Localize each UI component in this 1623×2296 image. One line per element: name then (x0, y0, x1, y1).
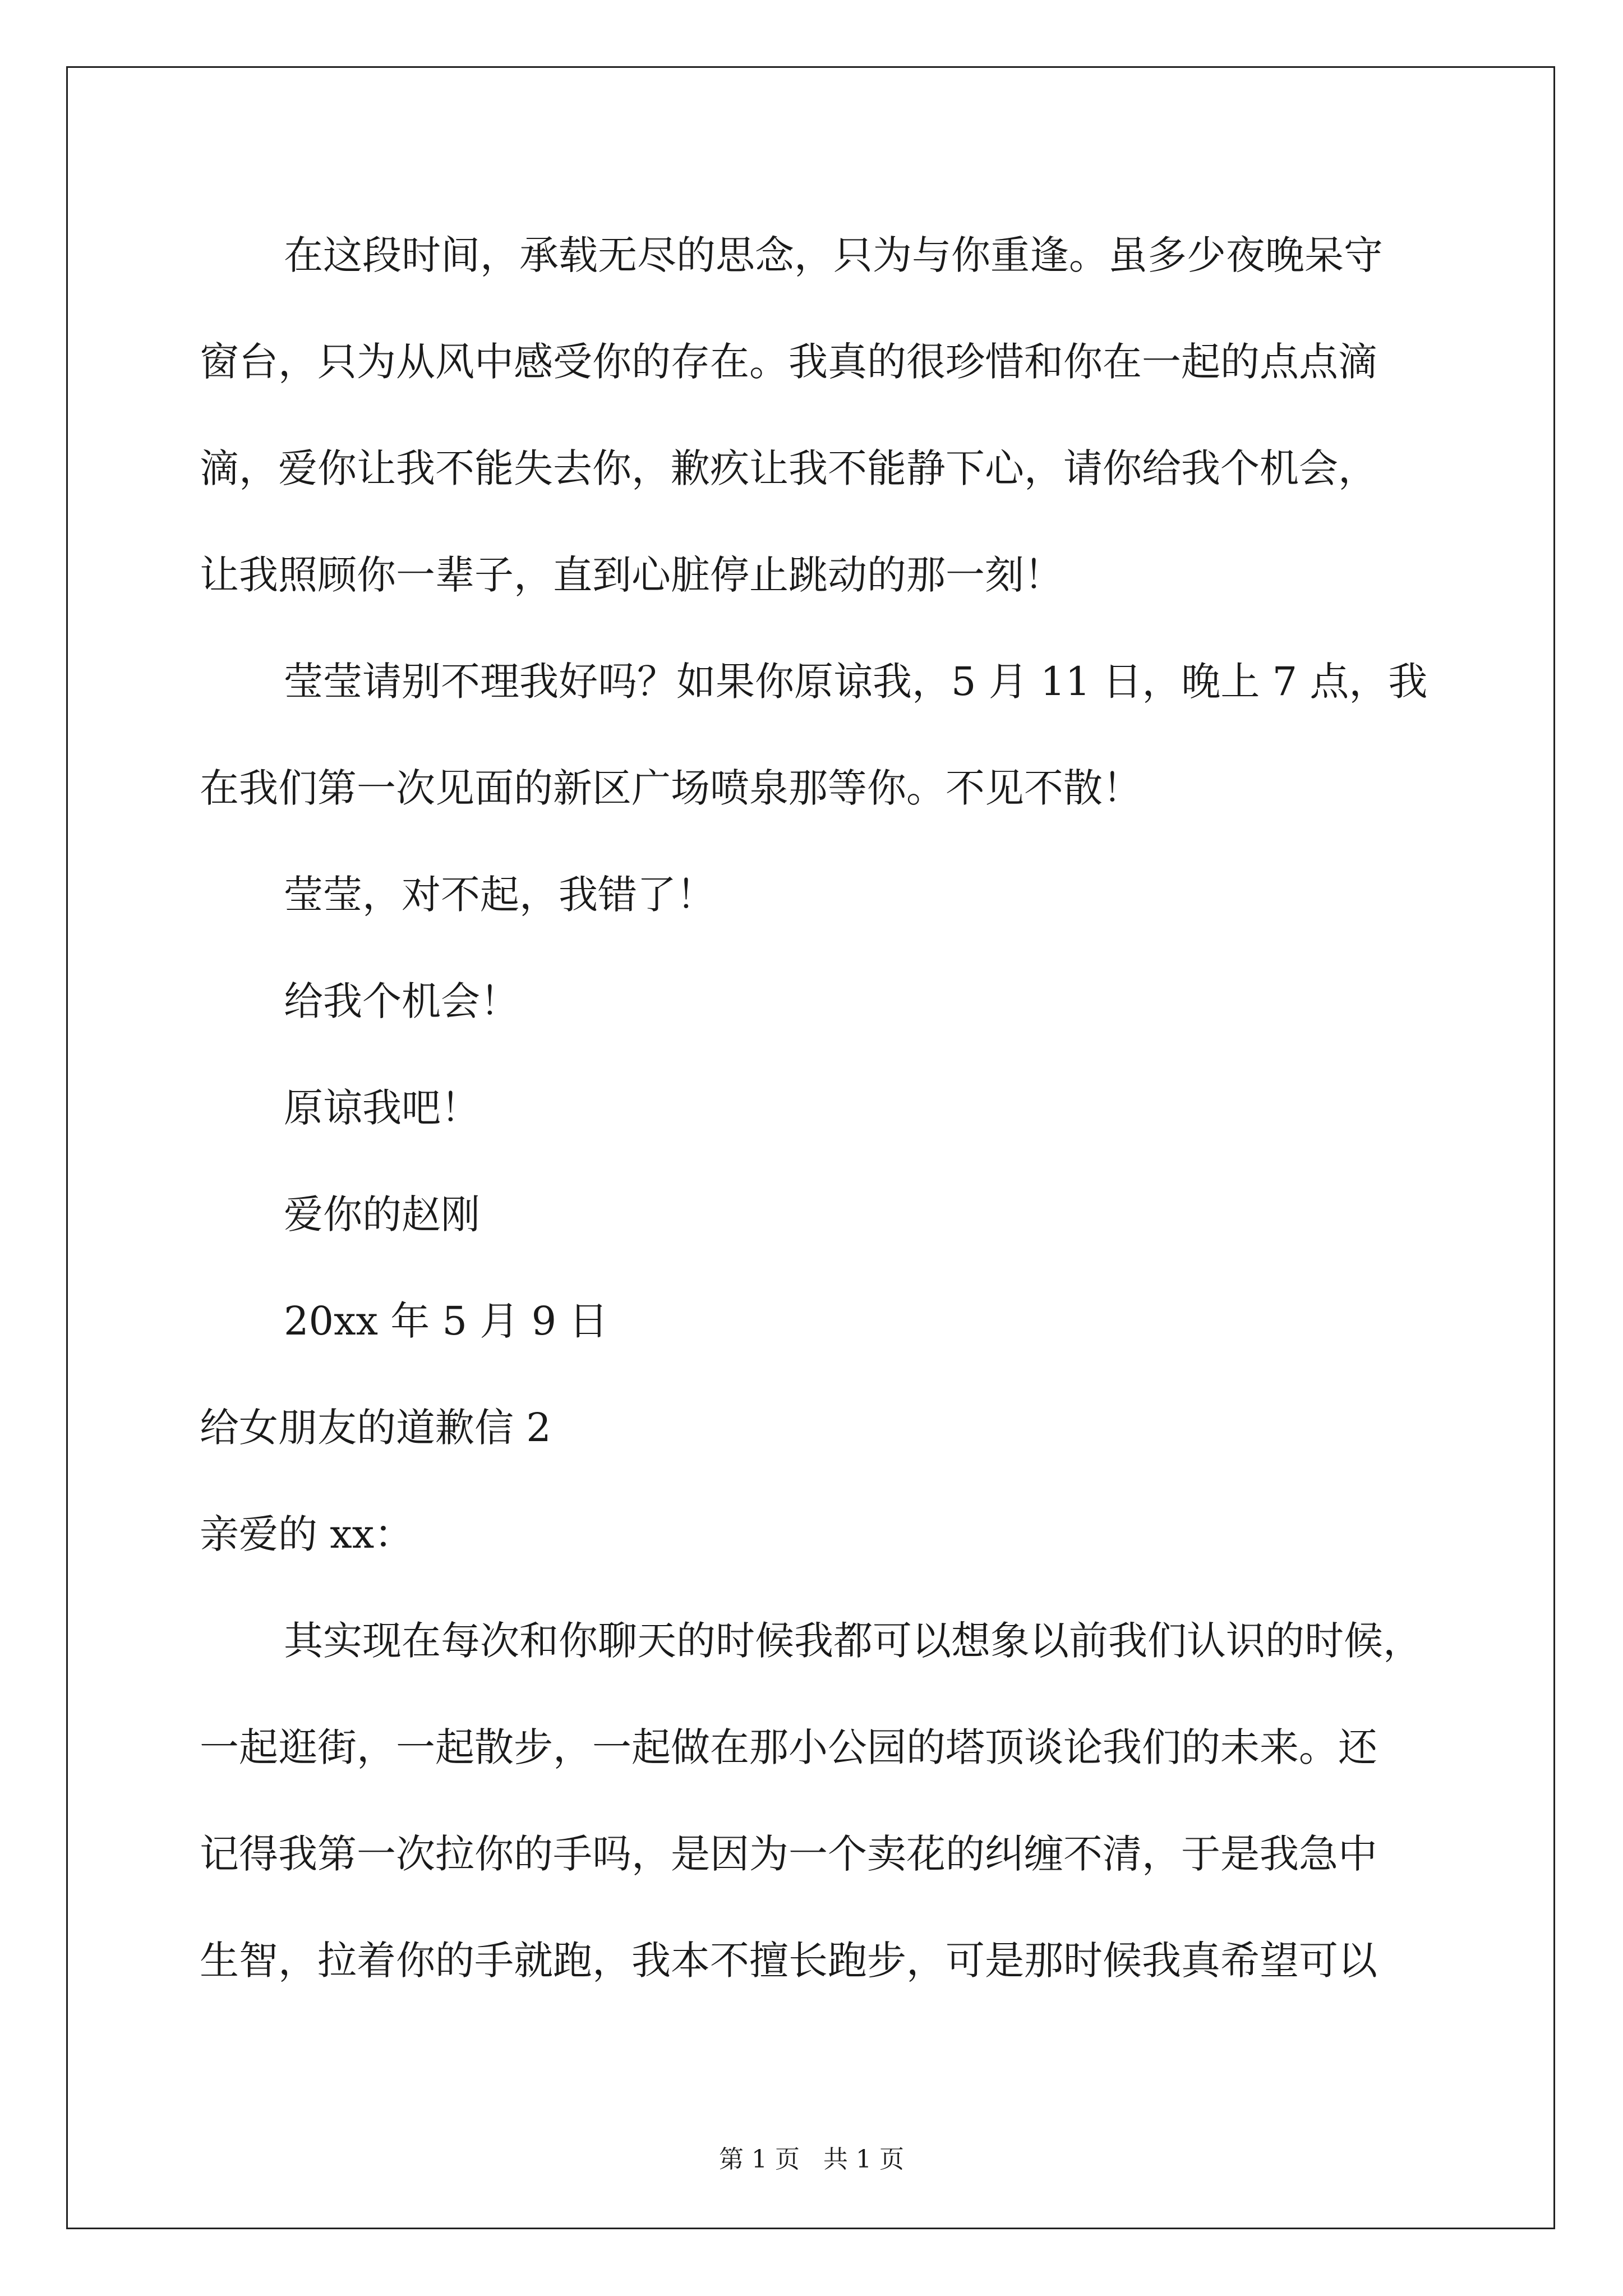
page-footer: 第 1 页 共 1 页 (719, 2145, 904, 2174)
paragraph-line: 生智，拉着你的手就跑，我本不擅长跑步，可是那时候我真希望可以 (200, 1938, 1377, 1984)
date-line: 20xx 年 5 月 9 日 (284, 1298, 608, 1344)
paragraph-line: 在这段时间，承载无尽的思念，只为与你重逢。虽多少夜晚呆守 (284, 232, 1383, 278)
paragraph-line: 在我们第一次见面的新区广场喷泉那等你。不见不散！ (200, 765, 1142, 811)
signature-line: 爱你的赵刚 (284, 1191, 480, 1237)
paragraph-line: 给我个机会！ (284, 978, 519, 1024)
paragraph-line: 莹莹请别不理我好吗？如果你原谅我，5 月 11 日，晚上 7 点，我 (284, 659, 1428, 705)
paragraph-line: 原谅我吧！ (284, 1085, 480, 1131)
paragraph-line: 记得我第一次拉你的手吗，是因为一个卖花的纠缠不清，于是我急中 (200, 1831, 1377, 1877)
paragraph-line: 莹莹，对不起，我错了！ (284, 872, 716, 918)
paragraph-line: 让我照顾你一辈子，直到心脏停止跳动的那一刻！ (200, 552, 1063, 598)
paragraph-line: 其实现在每次和你聊天的时候我都可以想象以前我们认识的时候， (284, 1618, 1422, 1664)
paragraph-line: 一起逛街，一起散步，一起做在那小公园的塔顶谈论我们的未来。还 (200, 1724, 1377, 1770)
paragraph-line: 滴，爱你让我不能失去你，歉疚让我不能静下心，请你给我个机会， (200, 445, 1377, 491)
paragraph-line: 窗台，只为从风中感受你的存在。我真的很珍惜和你在一起的点点滴 (200, 339, 1377, 385)
salutation: 亲爱的 xx： (200, 1511, 414, 1557)
section-title: 给女朋友的道歉信 2 (200, 1405, 551, 1451)
letter-body (200, 202, 1433, 2014)
